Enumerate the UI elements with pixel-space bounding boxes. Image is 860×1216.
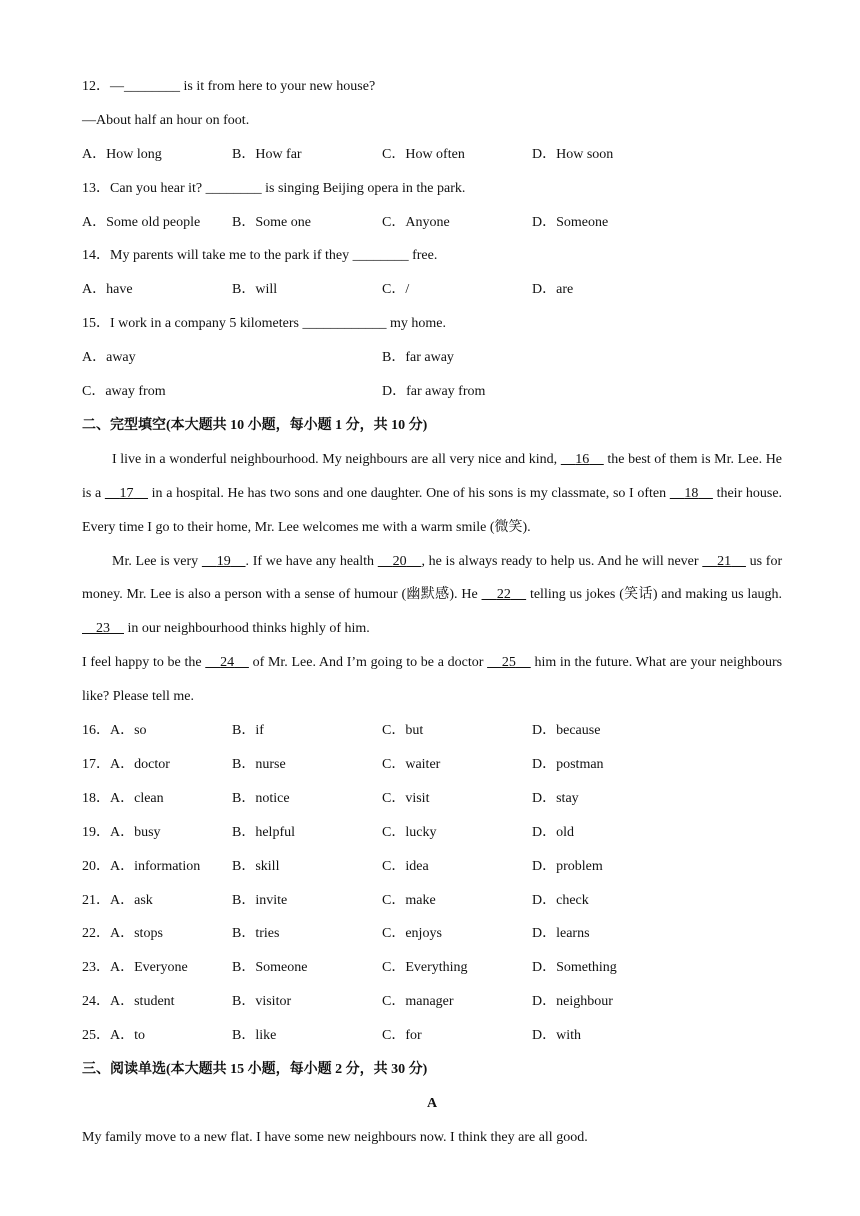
question-14-stem: 14．My parents will take me to the park if they ________ free. <box>82 248 438 264</box>
cloze-text: of Mr. Lee. And I’m going to be a doctor <box>252 655 484 671</box>
blank-21: 21 <box>717 553 732 569</box>
option-a: 16．A．so <box>82 723 147 739</box>
option-c: C．idea <box>382 858 429 874</box>
option-d: D．stay <box>532 790 579 806</box>
cloze-paragraph-3 <box>82 646 782 714</box>
option-d: D．Something <box>532 960 617 976</box>
cloze-item-22 <box>82 917 782 951</box>
question-15-stem: 15．I work in a company 5 kilometers ____________ my home. <box>82 316 446 332</box>
option-b: B．invite <box>232 892 288 908</box>
option-b: B．skill <box>232 858 280 874</box>
question-12-reply: —About half an hour on foot. <box>82 112 250 128</box>
option-b: B．Some one <box>232 214 311 230</box>
blank-25: 25 <box>501 655 516 671</box>
question-12-options <box>82 138 782 172</box>
option-d: D．Someone <box>532 214 609 230</box>
option-b: B．Someone <box>232 960 308 976</box>
option-a: 24．A．student <box>82 994 175 1010</box>
option-a: 23．A．Everyone <box>82 960 188 976</box>
blank-18: 18 <box>684 485 699 501</box>
blank-19: 19 <box>216 553 231 569</box>
cloze-options <box>82 714 782 1053</box>
option-a: 20．A．information <box>82 858 201 874</box>
cloze-paragraph-2 <box>82 545 782 647</box>
option-d: D．are <box>532 282 574 298</box>
cloze-text: Mr. Lee is very <box>112 553 199 569</box>
cloze-text: telling us jokes (笑话) and making us laugh. <box>529 587 783 603</box>
option-d: D．with <box>532 1028 581 1044</box>
option-d: D．because <box>532 723 601 739</box>
option-d: D．problem <box>532 858 603 874</box>
option-b: B．will <box>232 282 278 298</box>
option-c: C．for <box>382 1028 422 1044</box>
option-b: B．notice <box>232 790 290 806</box>
section-2-title: 二、完型填空(本大题共 10 小题，每小题 1 分，共 10 分) <box>82 417 428 433</box>
option-b: B．far away <box>382 350 454 366</box>
option-b: B．How far <box>232 146 302 162</box>
option-d: D．neighbour <box>532 994 613 1010</box>
option-a: A．away <box>82 350 136 366</box>
option-c: C．Everything <box>382 960 468 976</box>
option-b: B．helpful <box>232 824 295 840</box>
option-d: D．How soon <box>532 146 614 162</box>
question-15-options-row1 <box>82 341 782 375</box>
cloze-item-18 <box>82 782 782 816</box>
cloze-item-20 <box>82 850 782 884</box>
option-a: 19．A．busy <box>82 824 161 840</box>
option-c: C．lucky <box>382 824 437 840</box>
option-c: C．but <box>382 723 424 739</box>
option-c: C．visit <box>382 790 430 806</box>
option-b: B．tries <box>232 926 280 942</box>
cloze-item-16 <box>82 714 782 748</box>
cloze-text: , he is always ready to help us. And he will never <box>421 553 699 569</box>
option-b: B．like <box>232 1028 277 1044</box>
cloze-text: in our neighbourhood thinks highly of him. <box>127 621 370 637</box>
cloze-item-23 <box>82 951 782 985</box>
cloze-text: I feel happy to be the <box>82 655 202 671</box>
option-c: C．make <box>382 892 436 908</box>
option-c: C．How often <box>382 146 465 162</box>
option-c: C．waiter <box>382 756 441 772</box>
option-d: D．old <box>532 824 574 840</box>
question-13-options <box>82 206 782 240</box>
section-3-title: 三、阅读单选(本大题共 15 小题，每小题 2 分，共 30 分) <box>82 1061 428 1077</box>
cloze-text: him in the future. What are your neighbours like? Please tell me. <box>82 655 783 705</box>
cloze-item-19 <box>82 816 782 850</box>
question-14-options <box>82 273 782 307</box>
option-a: 18．A．clean <box>82 790 164 806</box>
blank-20: 20 <box>392 553 407 569</box>
option-c: C．manager <box>382 994 454 1010</box>
cloze-text: us for money. Mr. Lee is also a person with a sense of humour (幽默感). He <box>82 553 783 603</box>
option-a: 25．A．to <box>82 1028 145 1044</box>
option-d: D．postman <box>532 756 604 772</box>
cloze-item-25 <box>82 1019 782 1053</box>
cloze-item-17 <box>82 748 782 782</box>
option-a: A．Some old people <box>82 214 201 230</box>
passage-first-line: My family move to a new flat. I have some new neighbours now. I think they are all good. <box>82 1129 588 1145</box>
option-d: D．far away from <box>382 384 486 400</box>
cloze-text: in a hospital. He has two sons and one daughter. One of his sons is my classmate, so I often <box>151 485 667 501</box>
cloze-item-24 <box>82 985 782 1019</box>
option-c: C．enjoys <box>382 926 442 942</box>
cloze-text: I live in a wonderful neighbourhood. My neighbours are all very nice and kind, <box>112 451 558 467</box>
option-c: C．away from <box>82 384 166 400</box>
cloze-item-21 <box>82 884 782 918</box>
option-a: 21．A．ask <box>82 892 153 908</box>
option-c: C．/ <box>382 282 410 298</box>
question-15-options-row2 <box>82 375 782 409</box>
option-b: B．nurse <box>232 756 286 772</box>
blank-16: 16 <box>575 451 590 467</box>
cloze-text: the best of them is Mr. Lee. He is a <box>82 451 783 501</box>
blank-17: 17 <box>119 485 134 501</box>
question-13-stem: 13．Can you hear it? ________ is singing Beijing opera in the park. <box>82 180 466 196</box>
option-b: B．if <box>232 723 264 739</box>
option-d: D．learns <box>532 926 590 942</box>
question-12-stem: 12．—________ is it from here to your new house? <box>82 79 376 94</box>
option-d: D．check <box>532 892 589 908</box>
cloze-paragraph-1 <box>82 443 782 545</box>
option-b: B．visitor <box>232 994 292 1010</box>
exam-page <box>82 70 782 1155</box>
passage-label: A <box>426 1095 438 1111</box>
blank-24: 24 <box>220 655 235 671</box>
option-a: A．How long <box>82 146 162 162</box>
option-a: A．have <box>82 282 133 298</box>
blank-23: 23 <box>96 621 110 637</box>
option-a: 22．A．stops <box>82 926 163 942</box>
option-c: C．Anyone <box>382 214 450 230</box>
blank-22: 22 <box>496 587 511 603</box>
option-a: 17．A．doctor <box>82 756 170 772</box>
cloze-text: their house. Every time I go to their home, Mr. Lee welcomes me with a warm smile (微笑). <box>82 485 783 535</box>
cloze-text: . If we have any health <box>245 553 375 569</box>
